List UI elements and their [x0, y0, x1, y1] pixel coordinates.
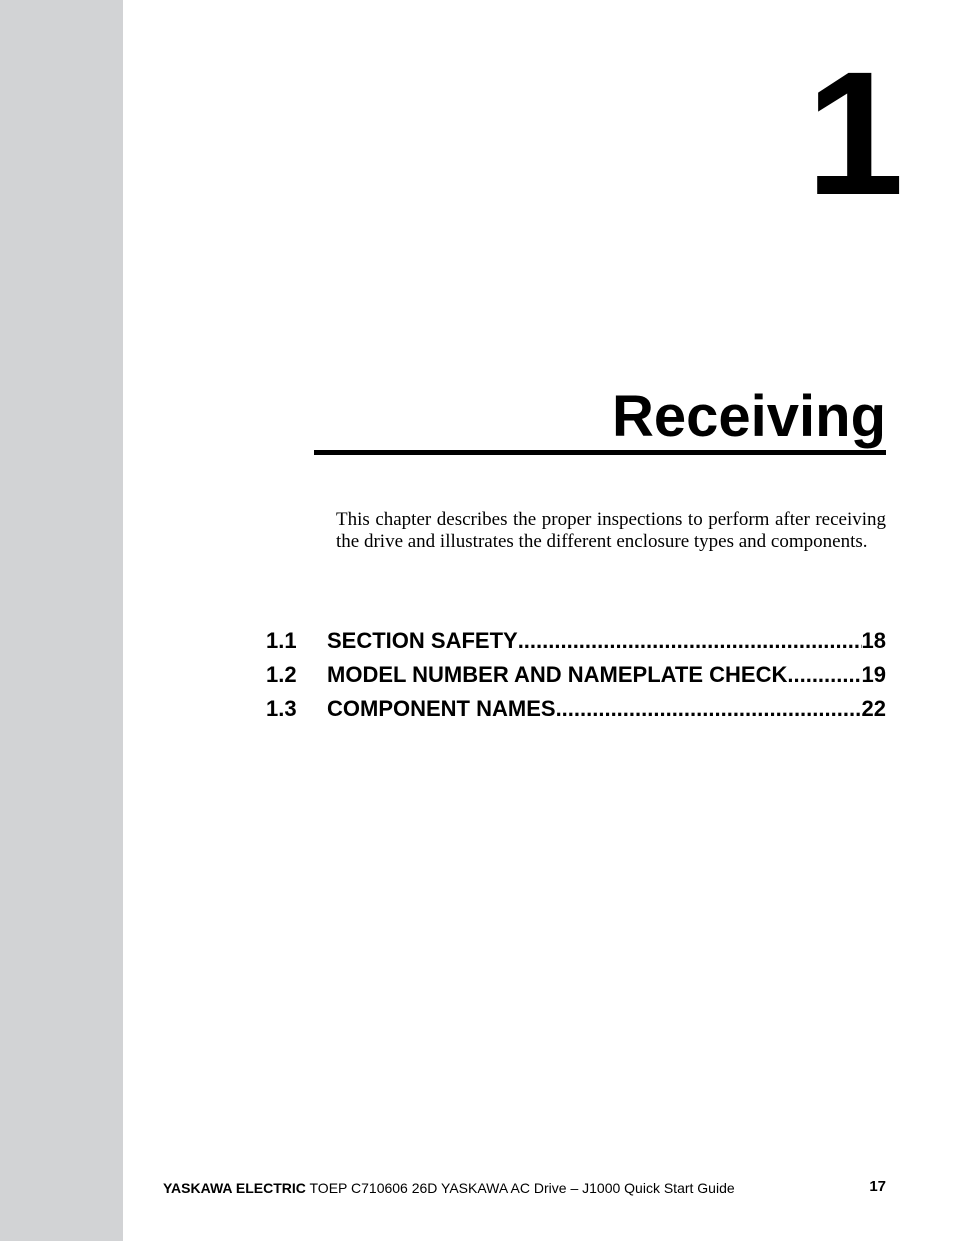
- toc-entry-section-safety[interactable]: [266, 626, 886, 660]
- toc-leader-dots: [518, 626, 862, 656]
- toc-leader-dots: [787, 660, 861, 690]
- toc-entry-label: COMPONENT NAMES: [327, 696, 556, 721]
- table-of-contents: [266, 626, 886, 728]
- page-number: 17: [869, 1178, 886, 1195]
- toc-entry-number: 1.1: [266, 628, 297, 653]
- toc-entry-number: 1.3: [266, 696, 297, 721]
- page-footer: [163, 1179, 735, 1197]
- toc-leader-dots: [556, 694, 862, 724]
- toc-entry-number: 1.2: [266, 662, 297, 687]
- chapter-title: Receiving: [612, 384, 886, 449]
- toc-entry-page: 22: [861, 696, 886, 721]
- side-band: [0, 0, 123, 1241]
- toc-entry-label: SECTION SAFETY: [327, 628, 518, 653]
- chapter-number: 1: [806, 36, 902, 232]
- toc-entry-page: 19: [861, 662, 886, 687]
- footer-text: TOEP C710606 26D YASKAWA AC Drive – J1000 Quick Start Guide: [305, 1180, 735, 1196]
- toc-entry-component-names[interactable]: [266, 694, 886, 728]
- toc-entry-label: MODEL NUMBER AND NAMEPLATE CHECK: [327, 662, 788, 687]
- toc-entry-page: 18: [861, 628, 886, 653]
- chapter-intro: This chapter describes the proper inspections to perform after receiving the drive and illustrates the different enclosure types and components.: [336, 509, 886, 552]
- title-rule: [314, 450, 886, 455]
- toc-entry-model-number[interactable]: [266, 660, 886, 694]
- footer-brand: YASKAWA ELECTRIC: [163, 1180, 306, 1196]
